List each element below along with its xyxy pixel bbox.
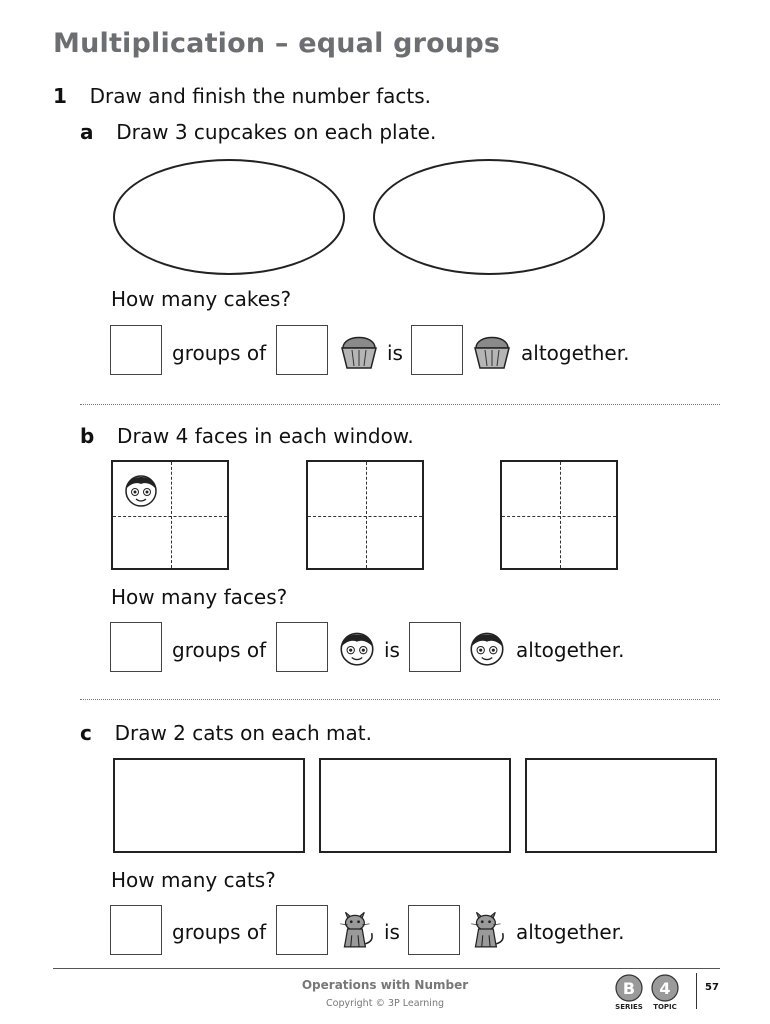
altogether-label: altogether. — [516, 638, 625, 662]
groups-answer-box[interactable] — [110, 905, 162, 955]
part-instruction: Draw 2 cats on each mat. — [114, 721, 372, 745]
footer-copyright: Copyright © 3P Learning — [326, 998, 444, 1009]
series-label: SERIES — [615, 1003, 643, 1011]
how-many-faces-label: How many faces? — [111, 585, 288, 609]
altogether-label: altogether. — [516, 920, 625, 944]
window-3[interactable] — [500, 460, 618, 570]
series-letter: B — [622, 979, 636, 998]
is-label: is — [384, 920, 400, 944]
face-icon — [121, 469, 161, 509]
groups-of-label: groups of — [172, 638, 267, 662]
window-1[interactable] — [111, 460, 229, 570]
plate-2[interactable] — [373, 159, 605, 275]
per-group-answer-box[interactable] — [276, 622, 328, 672]
total-answer-box[interactable] — [408, 905, 460, 955]
per-group-answer-box[interactable] — [276, 905, 328, 955]
altogether-label: altogether. — [521, 341, 630, 365]
how-many-cats-label: How many cats? — [111, 868, 276, 892]
topic-label: TOPIC — [653, 1003, 677, 1011]
window-2[interactable] — [306, 460, 424, 570]
groups-answer-box[interactable] — [110, 325, 162, 375]
part-a-heading — [80, 120, 436, 144]
footer-rule — [53, 968, 720, 969]
cat-icon — [336, 906, 378, 950]
face-icon — [466, 626, 508, 668]
part-instruction: Draw 4 faces in each window. — [117, 424, 414, 448]
groups-of-label: groups of — [172, 920, 267, 944]
page-number: 57 — [705, 982, 719, 993]
question-number: 1 — [53, 84, 67, 108]
total-answer-box[interactable] — [409, 622, 461, 672]
footer-separator — [696, 973, 697, 1009]
is-label: is — [387, 341, 403, 365]
cupcake-icon — [470, 330, 514, 372]
topic-number: 4 — [659, 979, 671, 998]
part-letter: b — [80, 424, 95, 448]
part-letter: c — [80, 721, 92, 745]
part-letter: a — [80, 120, 94, 144]
cupcake-icon — [337, 330, 381, 372]
section-divider — [80, 404, 720, 405]
part-instruction: Draw 3 cupcakes on each plate. — [116, 120, 437, 144]
how-many-cakes-label: How many cakes? — [111, 287, 292, 311]
per-group-answer-box[interactable] — [276, 325, 328, 375]
is-label: is — [384, 638, 400, 662]
question-heading — [53, 84, 431, 108]
groups-of-label: groups of — [172, 341, 267, 365]
mat-2[interactable] — [319, 758, 511, 853]
part-c-heading — [80, 721, 372, 745]
plate-1[interactable] — [113, 159, 345, 275]
cat-icon — [467, 906, 509, 950]
groups-answer-box[interactable] — [110, 622, 162, 672]
footer-title: Operations with Number — [301, 978, 469, 992]
face-icon — [336, 626, 378, 668]
series-badge-icon — [615, 974, 643, 1002]
section-divider — [80, 699, 720, 700]
topic-badge-icon — [651, 974, 679, 1002]
question-text: Draw and finish the number facts. — [89, 84, 432, 108]
page-title: Multiplication – equal groups — [53, 28, 501, 59]
mat-3[interactable] — [525, 758, 717, 853]
mat-1[interactable] — [113, 758, 305, 853]
total-answer-box[interactable] — [411, 325, 463, 375]
part-b-heading — [80, 424, 414, 448]
